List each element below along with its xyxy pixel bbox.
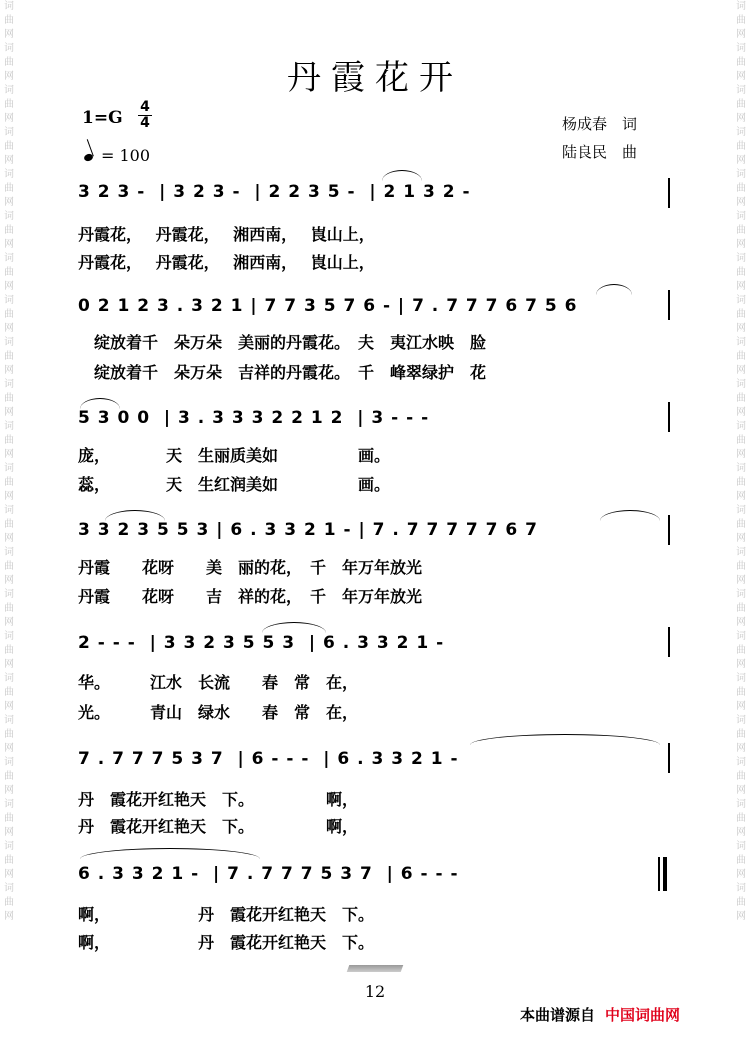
slur bbox=[80, 848, 260, 859]
composer: 陆良民 曲 bbox=[562, 143, 638, 161]
tempo-value: = 100 bbox=[101, 146, 151, 165]
lyric-row-1-verse-2: 丹霞花， 丹霞花， 湘西南， 崀山上， bbox=[78, 253, 375, 272]
source-site-link[interactable]: 中国词曲网 bbox=[605, 1006, 681, 1024]
watermark-left: 词曲网词曲网词曲网词曲网词曲网词曲网词曲网词曲网词曲网词曲网词曲网词曲网词曲网词曲网词曲网词曲网词曲网词曲网词曲网词曲网词曲网词曲网 bbox=[4, 1, 14, 922]
notation-row-1: 3 2 3 - | 3 2 3 - | 2 2 3 5 - | 2 1 3 2 - bbox=[78, 182, 471, 202]
lyric-row-3-verse-2: 蕊， 天 生红润美如 画。 bbox=[78, 475, 391, 494]
lyric-row-2-verse-2: 绽放着千 朵万朵 吉祥的丹霞花。 千 峰翠绿护 花 bbox=[78, 363, 487, 382]
lyric-row-1-verse-1: 丹霞花， 丹霞花， 湘西南， 崀山上， bbox=[78, 225, 375, 244]
time-signature-bottom: 4 bbox=[140, 115, 150, 131]
watermark-right: 词曲网词曲网词曲网词曲网词曲网词曲网词曲网词曲网词曲网词曲网词曲网词曲网词曲网词曲网词曲网词曲网词曲网词曲网词曲网词曲网词曲网词曲网 bbox=[736, 1, 746, 922]
lyric-row-5-verse-1: 华。 江水 长流 春 常 在， bbox=[78, 673, 359, 692]
slur bbox=[600, 510, 660, 521]
key-signature: 1=G bbox=[82, 108, 123, 128]
time-signature-top: 4 bbox=[140, 99, 150, 115]
barline bbox=[668, 178, 670, 208]
lyric-row-4-verse-2: 丹霞 花呀 吉 祥的花， 千 年万年放光 bbox=[78, 587, 423, 606]
notation-row-7: 6 . 3 3 2 1 - | 7 . 7 7 7 5 3 7 | 6 - - - bbox=[78, 864, 459, 884]
repeat-end-barline bbox=[658, 857, 660, 891]
barline bbox=[668, 627, 670, 657]
barline bbox=[668, 515, 670, 545]
slur bbox=[80, 398, 120, 409]
source-credit bbox=[520, 1004, 680, 1025]
lyric-row-2-verse-1: 绽放着千 朵万朵 美丽的丹霞花。 夫 夷江水映 脸 bbox=[78, 333, 487, 352]
notation-row-5: 2 - - - | 3 3 2 3 5 5 3 | 6 . 3 3 2 1 - bbox=[78, 633, 445, 653]
lyric-row-4-verse-1: 丹霞 花呀 美 丽的花， 千 年万年放光 bbox=[78, 558, 423, 577]
notation-row-3: 5 3 0 0 | 3 . 3 3 3 2 2 1 2 | 3 - - - bbox=[78, 408, 430, 428]
song-title: 丹霞花开 bbox=[287, 58, 463, 98]
quarter-note-icon bbox=[83, 153, 94, 163]
notation-row-2: 0 2 1 2 3 . 3 2 1 | 7 7 3 5 7 6 - | 7 . 7 7 7 6 7 5 6 bbox=[78, 296, 578, 316]
lyric-row-3-verse-1: 庞， 天 生丽质美如 画。 bbox=[78, 446, 391, 465]
notation-row-6: 7 . 7 7 7 5 3 7 | 6 - - - | 6 . 3 3 2 1 - bbox=[78, 749, 459, 769]
slur bbox=[382, 170, 422, 181]
slur bbox=[596, 284, 632, 295]
lyric-row-7-verse-2: 啊， 丹 霞花开红艳天 下。 bbox=[78, 933, 375, 952]
credits bbox=[562, 110, 637, 166]
slur bbox=[262, 622, 326, 633]
page-ornament bbox=[347, 965, 404, 972]
page-number: 12 bbox=[364, 982, 386, 1001]
barline bbox=[668, 402, 670, 432]
slur bbox=[470, 734, 660, 745]
notation-row-4: 3 3 2 3 5 5 3 | 6 . 3 3 2 1 - | 7 . 7 7 7 7 7 6 7 bbox=[78, 520, 539, 540]
lyric-row-6-verse-2: 丹 霞花开红艳天 下。 啊， bbox=[78, 817, 359, 836]
lyric-row-7-verse-1: 啊， 丹 霞花开红艳天 下。 bbox=[78, 905, 375, 924]
time-signature bbox=[138, 100, 152, 131]
source-label: 本曲谱源自 bbox=[520, 1006, 596, 1024]
barline bbox=[668, 743, 670, 773]
repeat-end-barline-thick bbox=[663, 857, 667, 891]
lyricist: 杨成春 词 bbox=[562, 115, 638, 133]
tempo-marking bbox=[84, 146, 150, 165]
lyric-row-6-verse-1: 丹 霞花开红艳天 下。 啊， bbox=[78, 790, 359, 809]
lyric-row-5-verse-2: 光。 青山 绿水 春 常 在， bbox=[78, 703, 359, 722]
barline bbox=[668, 290, 670, 320]
slur bbox=[105, 510, 165, 521]
